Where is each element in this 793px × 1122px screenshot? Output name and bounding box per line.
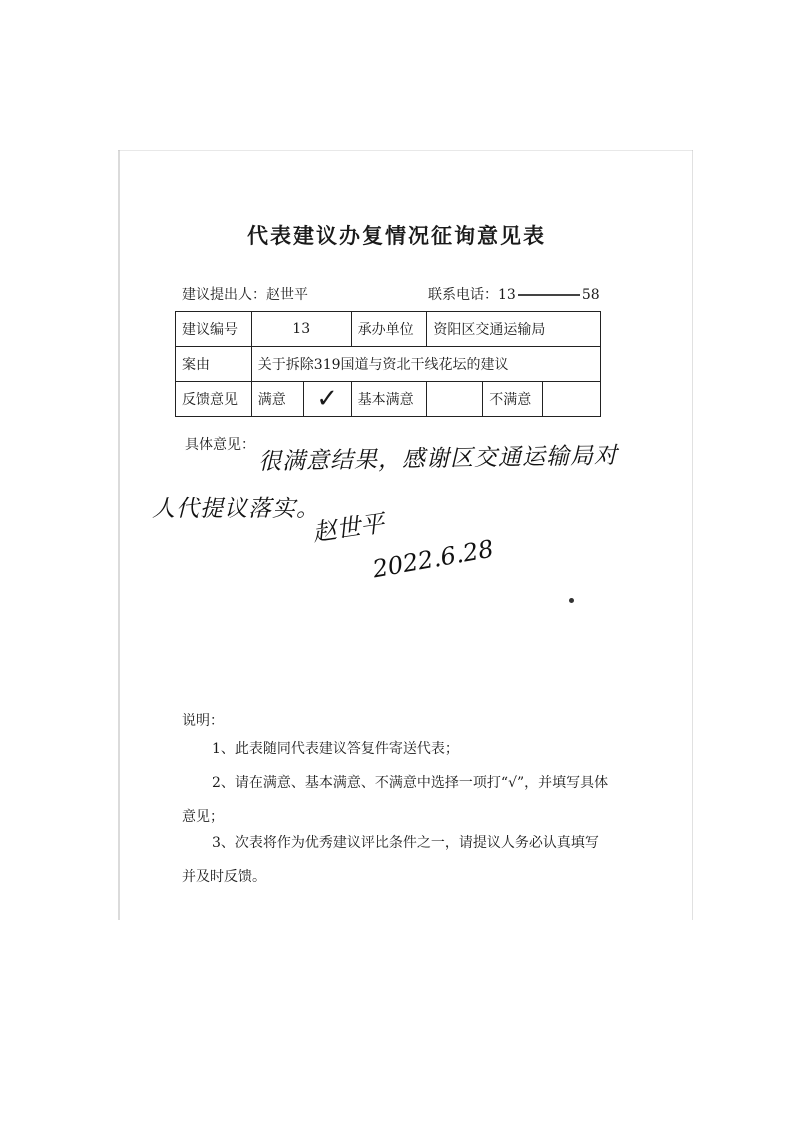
opinion-text-line-2: 人代提议落实。 [152, 496, 320, 522]
phone-redaction [518, 294, 580, 296]
info-table [175, 311, 601, 417]
proposer-label: 建议提出人： [182, 287, 266, 303]
satisfied-checkbox[interactable] [303, 382, 351, 417]
basic-satisfied-checkbox[interactable] [427, 382, 483, 417]
proposer-name: 赵世平 [266, 287, 308, 303]
basic-satisfied-label: 基本满意 [351, 382, 427, 417]
case-label: 案由 [176, 347, 252, 382]
proposer-line [182, 284, 308, 304]
table-row [176, 312, 601, 347]
number-label: 建议编号 [176, 312, 252, 347]
handwritten-signature: 赵世平 [310, 509, 386, 547]
satisfied-label: 满意 [251, 382, 303, 417]
scan-edge-right [692, 150, 693, 920]
check-mark-icon: ✓ [316, 384, 339, 414]
note-item-1: 1、此表随同代表建议答复件寄送代表； [212, 741, 459, 757]
handwritten-date: 2022.6.28 [370, 534, 496, 584]
note-item-3: 3、次表将作为优秀建议评比条件之一，请提议人务必认真填写并及时反馈。 [182, 835, 599, 885]
not-satisfied-label: 不满意 [483, 382, 543, 417]
table-row [176, 347, 601, 382]
unit-value: 资阳区交通运输局 [427, 312, 601, 347]
scan-speck [569, 598, 574, 603]
note-item-2: 2、请在满意、基本满意、不满意中选择一项打“√”，并填写具体意见； [182, 775, 609, 825]
feedback-label: 反馈意见 [176, 382, 252, 417]
document-title: 代表建议办复情况征询意见表 [247, 223, 546, 248]
phone-end: 58 [581, 287, 600, 303]
number-value: 13 [251, 312, 351, 347]
not-satisfied-checkbox[interactable] [543, 382, 601, 417]
case-value: 关于拆除319国道与资北干线花坛的建议 [251, 347, 600, 382]
phone-label: 联系电话： [428, 287, 498, 303]
phone-start: 13 [498, 287, 516, 303]
phone-line [428, 284, 600, 304]
unit-label: 承办单位 [351, 312, 427, 347]
notes-heading: 说明： [182, 713, 224, 729]
table-row [176, 382, 601, 417]
opinion-text-line-1: 很满意结果，感谢区交通运输局对 [257, 442, 619, 476]
scan-edge-left [118, 150, 120, 920]
scan-edge-top [118, 150, 693, 151]
opinion-label: 具体意见： [185, 437, 255, 453]
